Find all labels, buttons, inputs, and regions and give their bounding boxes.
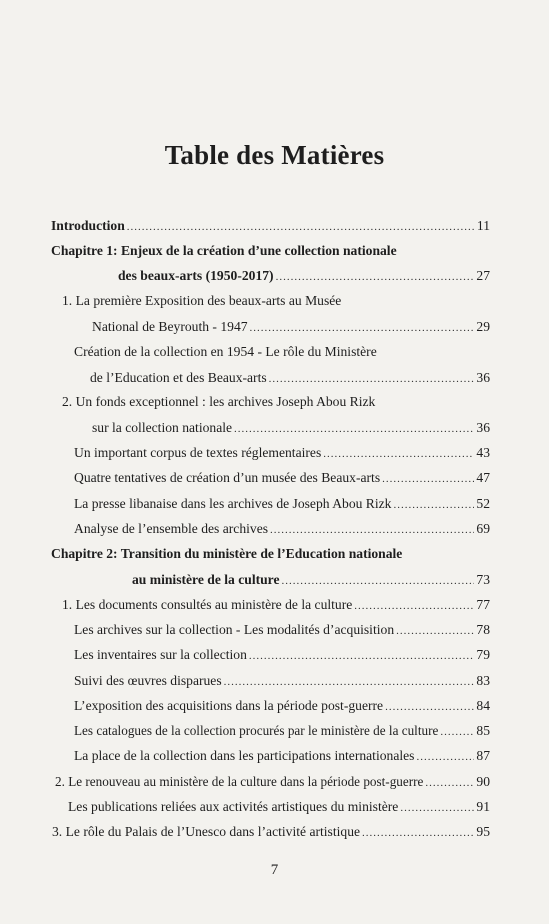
toc-entry-inventaires[interactable] bbox=[74, 646, 490, 665]
toc-page-number: 52 bbox=[476, 496, 490, 511]
dot-leader bbox=[224, 673, 475, 691]
toc-entry-section-1[interactable] bbox=[92, 318, 490, 337]
toc-entry-documents[interactable] bbox=[62, 596, 490, 615]
toc-chapter-2-line1[interactable]: Chapitre 2: Transition du ministère de l’Education nationale bbox=[51, 546, 403, 561]
dot-leader bbox=[234, 420, 474, 438]
dot-leader bbox=[269, 370, 475, 388]
dot-leader bbox=[250, 319, 475, 337]
dot-leader bbox=[354, 597, 474, 615]
toc-entry-label: Les archives sur la collection - Les modalités d’acquisition bbox=[74, 622, 395, 637]
toc-entry-label: Les catalogues de la collection procurés par le ministère de la culture bbox=[74, 723, 439, 738]
toc-page-number: 90 bbox=[476, 774, 490, 789]
dot-leader bbox=[400, 799, 474, 817]
dot-leader bbox=[323, 445, 474, 463]
dot-leader bbox=[425, 774, 474, 792]
toc-entry-label: 1. Les documents consultés au ministère de la culture bbox=[62, 597, 353, 612]
dot-leader bbox=[385, 698, 474, 716]
dot-leader bbox=[440, 723, 474, 741]
toc-entry-section-2[interactable] bbox=[92, 419, 490, 438]
toc-entry-label: Analyse de l’ensemble des archives bbox=[74, 521, 269, 536]
toc-page-number: 83 bbox=[476, 673, 490, 688]
toc-page-number: 43 bbox=[476, 445, 490, 460]
toc-chapter-1-line1[interactable]: Chapitre 1: Enjeux de la création d’une collection nationale bbox=[51, 243, 397, 258]
toc-subsection-creation-line1[interactable]: Création de la collection en 1954 - Le rôle du Ministère bbox=[74, 344, 377, 359]
toc-entry-introduction[interactable] bbox=[51, 217, 490, 236]
toc-page-number: 47 bbox=[476, 470, 490, 485]
dot-leader bbox=[282, 572, 475, 590]
toc-entry-label: Introduction bbox=[51, 218, 125, 233]
page-number-footer: 7 bbox=[270, 862, 279, 878]
toc-entry-label: Les inventaires sur la collection bbox=[74, 647, 247, 662]
toc-entry-label: Un important corpus de textes réglementaires bbox=[74, 445, 322, 460]
toc-page-number: 36 bbox=[476, 370, 490, 385]
toc-entry-catalogues[interactable] bbox=[74, 722, 490, 741]
toc-entry-renouveau[interactable] bbox=[55, 773, 490, 792]
dot-leader bbox=[127, 218, 475, 236]
toc-entry-archives[interactable] bbox=[74, 621, 490, 640]
page-title: Table des Matières bbox=[164, 140, 385, 170]
toc-entry-chapter-1[interactable] bbox=[118, 267, 490, 286]
toc-page-number: 84 bbox=[476, 698, 490, 713]
toc-entry-place[interactable] bbox=[74, 747, 490, 766]
toc-entry-label: 3. Le rôle du Palais de l’Unesco dans l’activité artistique bbox=[52, 824, 361, 839]
dot-leader bbox=[362, 824, 474, 842]
toc-section-2-line1[interactable]: 2. Un fonds exceptionnel : les archives Joseph Abou Rizk bbox=[62, 394, 376, 409]
dot-leader bbox=[396, 622, 474, 640]
toc-page-number: 78 bbox=[476, 622, 490, 637]
toc-page-number: 85 bbox=[476, 723, 490, 738]
toc-entry-label: La presse libanaise dans les archives de Joseph Abou Rizk bbox=[74, 496, 392, 511]
toc-page-number: 29 bbox=[476, 319, 490, 334]
toc-page-number: 11 bbox=[476, 218, 490, 233]
toc-page-number: 79 bbox=[476, 647, 490, 662]
toc-section-1-line1[interactable]: 1. La première Exposition des beaux-arts au Musée bbox=[62, 293, 342, 308]
toc-page-number: 27 bbox=[476, 268, 490, 283]
toc-page-number: 69 bbox=[476, 521, 490, 536]
toc-page-number: 95 bbox=[476, 824, 490, 839]
toc-entry-presse[interactable] bbox=[74, 495, 490, 514]
toc-entry-analyse[interactable] bbox=[74, 520, 490, 539]
toc-entry-tentatives[interactable] bbox=[74, 469, 490, 488]
toc-entry-label: Quatre tentatives de création d’un musée des Beaux-arts bbox=[74, 470, 381, 485]
toc-entry-corpus[interactable] bbox=[74, 444, 490, 463]
toc-entry-label: Suivi des œuvres disparues bbox=[74, 673, 222, 688]
toc-entry-label: L’exposition des acquisitions dans la période post-guerre bbox=[74, 698, 384, 713]
toc-entry-label: National de Beyrouth - 1947 bbox=[92, 319, 248, 334]
toc-entry-label: sur la collection nationale bbox=[92, 420, 233, 435]
toc-entry-exposition[interactable] bbox=[74, 697, 490, 716]
toc-page-number: 91 bbox=[476, 799, 490, 814]
toc-entry-label: Les publications reliées aux activités artistiques du ministère bbox=[68, 799, 399, 814]
toc-entry-suivi[interactable] bbox=[74, 672, 490, 691]
dot-leader bbox=[276, 268, 475, 286]
toc-entry-label: 2. Le renouveau au ministère de la culture dans la période post-guerre bbox=[55, 774, 424, 789]
toc-entry-label: La place de la collection dans les participations internationales bbox=[74, 748, 415, 763]
dot-leader bbox=[382, 470, 474, 488]
dot-leader bbox=[416, 748, 474, 766]
dot-leader bbox=[249, 647, 475, 665]
toc-entry-palais[interactable] bbox=[52, 823, 490, 842]
dot-leader bbox=[393, 496, 474, 514]
toc-page-number: 87 bbox=[476, 748, 490, 763]
toc-page-number: 73 bbox=[476, 572, 490, 587]
toc-page-number: 77 bbox=[476, 597, 490, 612]
toc-entry-label: au ministère de la culture bbox=[132, 572, 280, 587]
toc-entry-label: des beaux-arts (1950-2017) bbox=[118, 268, 274, 283]
toc-entry-chapter-2[interactable] bbox=[132, 571, 490, 590]
toc-entry-label: de l’Education et des Beaux-arts bbox=[90, 370, 267, 385]
toc-entry-publications[interactable] bbox=[68, 798, 490, 817]
dot-leader bbox=[270, 521, 474, 539]
toc-entry-creation[interactable] bbox=[90, 369, 490, 388]
toc-page-number: 36 bbox=[476, 420, 490, 435]
